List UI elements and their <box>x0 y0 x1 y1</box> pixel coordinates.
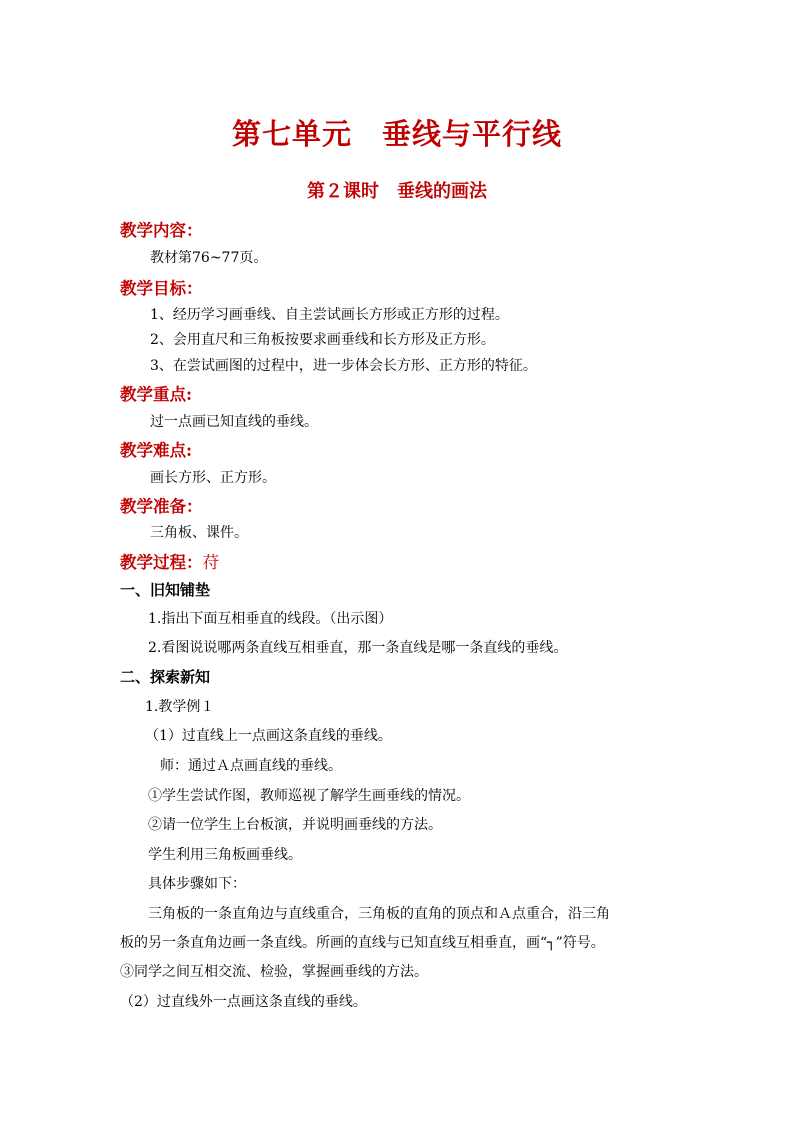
step1-text: （1）过直线上一点画这条直线的垂线。 <box>145 728 392 744</box>
paragraph-line-2-b: ”符号。 <box>555 935 605 951</box>
steps-label: 具体步骤如下： <box>148 876 246 892</box>
circle-item-3: ③同学之间互相交流、检验，掌握画垂线的方法。 <box>120 964 428 980</box>
prep-heading: 教学准备： <box>120 497 203 516</box>
unit-title: 第七单元 垂线与平行线 <box>231 117 562 151</box>
goals-heading: 教学目标： <box>120 279 203 298</box>
step2-text: （2）过直线外一点画这条直线的垂线。 <box>120 994 367 1010</box>
teacher-line: 师：通过Ａ点画直线的垂线。 <box>160 758 342 774</box>
part1-item-1: 1.指出下面互相垂直的线段。（出示图） <box>148 611 393 627</box>
part1-item-2: 2.看图说说哪两条直线互相垂直，那一条直线是哪一条直线的垂线。 <box>148 640 568 656</box>
process-heading-label: 教学过程： <box>120 553 203 572</box>
content-heading: 教学内容： <box>120 221 203 240</box>
difficulty-heading: 教学难点: <box>120 441 193 460</box>
circle-item-2: ②请一位学生上台板演，并说明画垂线的方法。 <box>148 817 442 833</box>
lesson-subtitle: 第２课时 垂线的画法 <box>307 181 487 202</box>
keypoint-text: 过一点画已知直线的垂线。 <box>150 414 318 430</box>
paragraph-line-2 <box>120 932 605 952</box>
example-label: 1.教学例１ <box>145 699 215 715</box>
keypoint-heading: 教学重点: <box>120 385 193 404</box>
process-heading-extra: 苻 <box>202 553 219 572</box>
paragraph-line-2-a: 板的另一条直角边画一条直线。所画的直线与已知直线互相垂直，画“ <box>120 935 548 951</box>
prep-text: 三角板、课件。 <box>150 525 248 541</box>
goal-item-3: 3、在尝试画图的过程中，进一步体会长方形、正方形的特征。 <box>150 358 537 374</box>
right-angle-symbol: ┐ <box>547 935 556 951</box>
paragraph-line-1: 三角板的一条直角边与直线重合，三角板的直角的顶点和Ａ点重合，沿三角 <box>148 906 610 922</box>
use-triangle-text: 学生利用三角板画垂线。 <box>148 847 302 863</box>
part1-heading: 一、旧知铺垫 <box>120 581 211 599</box>
goal-item-1: 1、经历学习画垂线、自主尝试画长方形或正方形的过程。 <box>150 307 509 323</box>
content-text: 教材第76~77页。 <box>150 250 268 266</box>
circle-item-1: ①学生尝试作图，教师巡视了解学生画垂线的情况。 <box>148 788 470 804</box>
goal-item-2: 2、会用直尺和三角板按要求画垂线和长方形及正方形。 <box>150 332 495 348</box>
part2-heading: 二、探索新知 <box>120 668 211 686</box>
process-heading <box>120 549 219 573</box>
difficulty-text: 画长方形、正方形。 <box>150 470 276 486</box>
